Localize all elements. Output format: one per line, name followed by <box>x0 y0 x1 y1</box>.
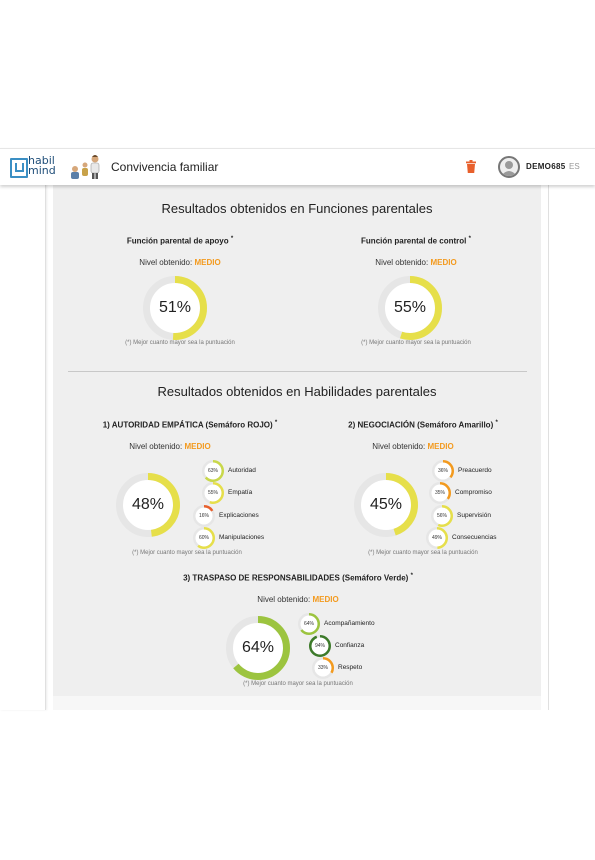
sub-score-label: Preacuerdo <box>458 467 492 474</box>
block-title <box>328 420 518 430</box>
block-title-text: 1) AUTORIDAD EMPÁTICA (Semáforo ROJO) <box>102 420 273 430</box>
sub-score-ring <box>312 657 334 679</box>
score-note: (*) Mejor cuanto mayor sea la puntuación <box>243 681 353 687</box>
nivel-obtenido <box>95 258 265 267</box>
top-bar <box>0 148 595 185</box>
sub-score-label: Compromiso <box>455 489 492 496</box>
score-note: (*) Mejor cuanto mayor sea la puntuación <box>361 340 471 346</box>
block-title-text: 3) TRASPASO DE RESPONSABILIDADES (Semáforo Verde) <box>183 573 409 583</box>
sub-score-value: 63% <box>207 468 218 474</box>
sub-score-value: 56% <box>436 513 447 519</box>
negociacion-donut <box>354 473 418 537</box>
block-title-text: 2) NEGOCIACIÓN (Semáforo Amarillo) <box>348 420 494 430</box>
block-title-mark: * <box>495 420 498 426</box>
sub-score-ring <box>432 460 454 482</box>
nivel-value: MEDIO <box>427 442 454 451</box>
nivel-value: MEDIO <box>430 258 457 267</box>
sub-score-label: Consecuencias <box>452 534 497 541</box>
sub-score-value: 55% <box>207 490 218 496</box>
sub-score-ring <box>309 635 331 657</box>
nivel-label: Nivel obtenido: <box>129 442 183 451</box>
language-selector[interactable]: ES <box>569 162 580 171</box>
nivel-label: Nivel obtenido: <box>372 442 426 451</box>
block-title-mark: * <box>230 236 234 242</box>
block-title <box>85 420 295 430</box>
habilidades-heading: Resultados obtenidos en Habilidades parentales <box>157 384 437 399</box>
funciones-heading: Resultados obtenidos en Funciones parentales <box>161 201 433 216</box>
panel-footer <box>53 696 541 710</box>
sub-score-label: Explicaciones <box>219 512 259 519</box>
block-title <box>95 236 265 246</box>
sub-score-label: Acompañamiento <box>324 620 375 627</box>
sub-score-label: Supervisión <box>457 512 491 519</box>
logo-text <box>28 156 56 176</box>
block-title <box>331 236 501 246</box>
donut-percent: 64% <box>241 639 275 656</box>
sub-score-label: Manipulaciones <box>219 534 265 541</box>
logo-mark-icon <box>10 158 28 178</box>
right-rail <box>548 184 595 710</box>
sub-score-value: 35% <box>434 490 445 496</box>
block-title-mark: * <box>410 573 413 579</box>
sub-score-ring <box>426 527 448 549</box>
nivel-label: Nivel obtenido: <box>375 258 429 267</box>
apoyo-donut <box>143 276 207 340</box>
block-title-text: Función parental de control <box>361 236 467 246</box>
sub-score-ring <box>193 527 215 549</box>
donut-percent: 51% <box>158 299 192 316</box>
donut-percent: 55% <box>393 299 427 316</box>
block-title-text: Función parental de apoyo <box>126 236 229 246</box>
sub-score-ring <box>298 613 320 635</box>
control-donut <box>378 276 442 340</box>
traspaso-donut <box>226 616 290 680</box>
trash-icon[interactable] <box>466 160 476 173</box>
block-title-mark: * <box>468 236 471 242</box>
nivel-value: MEDIO <box>312 595 339 604</box>
sub-score-label: Respeto <box>338 664 363 671</box>
sub-score-ring <box>193 505 215 527</box>
donut-percent: 48% <box>131 496 165 513</box>
autoridad-empatica-donut <box>116 473 180 537</box>
app-title: Convivencia familiar <box>111 160 219 174</box>
user-avatar-icon[interactable] <box>498 156 520 178</box>
donut-percent: 45% <box>369 496 403 513</box>
nivel-value: MEDIO <box>184 442 211 451</box>
sub-score-ring <box>202 460 224 482</box>
nivel-obtenido <box>213 595 383 604</box>
nivel-obtenido <box>331 258 501 267</box>
nivel-label: Nivel obtenido: <box>257 595 311 604</box>
section-divider <box>68 371 527 372</box>
sub-score-label: Empatía <box>228 489 253 496</box>
habilmind-logo[interactable] <box>10 156 60 178</box>
sub-score-label: Autoridad <box>228 467 256 474</box>
score-note: (*) Mejor cuanto mayor sea la puntuación <box>125 340 235 346</box>
sub-score-label: Confianza <box>335 642 365 649</box>
sub-score-value: 60% <box>198 535 209 541</box>
sub-score-value: 33% <box>317 665 328 671</box>
sub-score-ring <box>202 482 224 504</box>
nivel-obtenido <box>328 442 498 451</box>
left-rail <box>0 184 46 710</box>
sub-score-ring <box>431 505 453 527</box>
nivel-obtenido <box>85 442 255 451</box>
sub-score-ring <box>429 482 451 504</box>
block-title-mark: * <box>274 420 278 426</box>
sub-score-value: 36% <box>437 468 448 474</box>
score-note: (*) Mejor cuanto mayor sea la puntuación <box>368 550 478 556</box>
sub-score-value: 94% <box>314 643 325 649</box>
nivel-value: MEDIO <box>194 258 221 267</box>
score-note: (*) Mejor cuanto mayor sea la puntuación <box>132 550 242 556</box>
sub-score-value: 16% <box>198 513 209 519</box>
nivel-label: Nivel obtenido: <box>139 258 193 267</box>
logo-line-2: mind <box>28 164 56 177</box>
logo-line-1: habil <box>28 154 55 167</box>
sub-score-value: 64% <box>303 621 314 627</box>
sub-score-value: 49% <box>431 535 442 541</box>
block-title <box>163 573 433 583</box>
user-name[interactable]: DEMO685 <box>526 162 566 171</box>
family-icon <box>67 154 107 180</box>
